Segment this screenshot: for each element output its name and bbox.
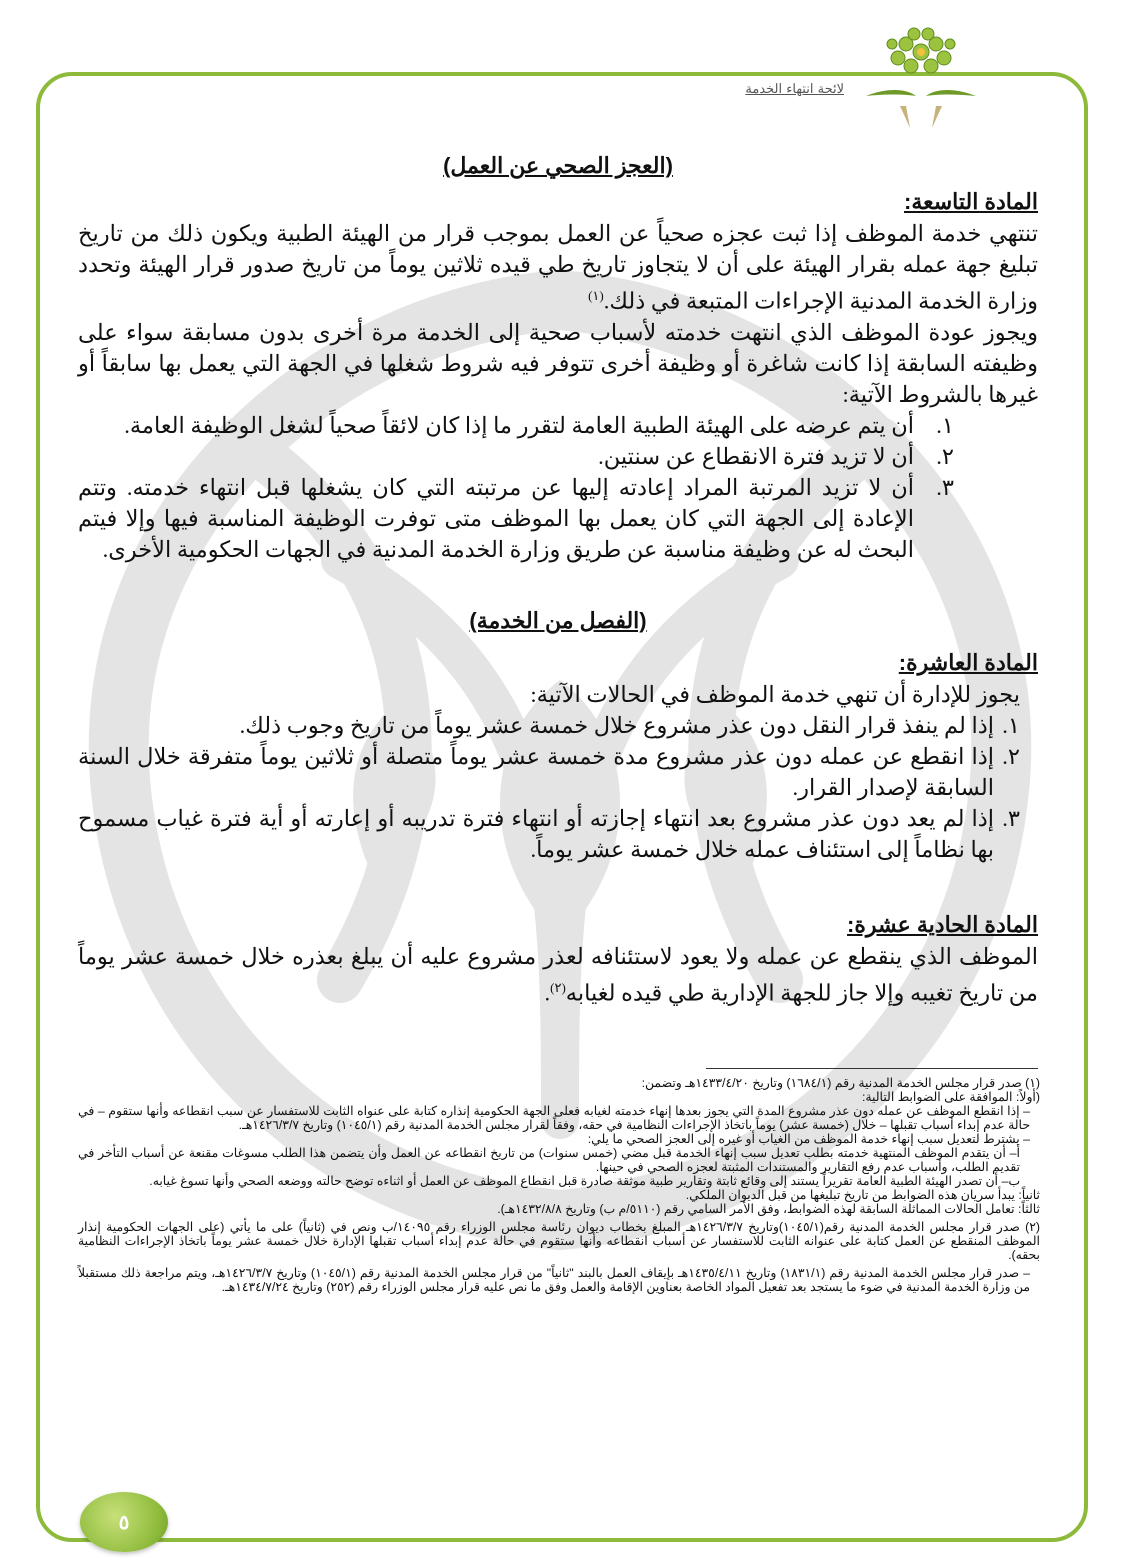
footnote-1-line: (أولاً: الموافقة على الضوابط التالية:: [861, 1090, 1040, 1104]
list-item: [78, 803, 1020, 865]
page-number: ٥: [118, 1511, 130, 1534]
item-text: إذا لم ينفذ قرار النقل دون عذر مشروع خلال خمسة عشر يوماً من تاريخ وجوب ذلك.: [239, 712, 994, 738]
footnote-1-line: – يشترط لتعديل سبب إنهاء خدمة الموظف من الغياب أو غيره إلى العجز الصحي ما يلي:: [587, 1132, 1030, 1146]
item-text: أن لا تزيد فترة الانقطاع عن سنتين.: [598, 443, 914, 469]
item-number: ١.: [1002, 712, 1020, 738]
section-title-dismissal: (الفصل من الخدمة): [469, 607, 647, 633]
article-9-paragraph-2: ويجوز عودة الموظف الذي انتهت خدمته لأسباب صحية إلى الخدمة مرة أخرى بدون مسابقة سواء على وظيفته السابقة إذا كانت شاغرة أو وظيفة أخرى تتوفر فيه شروط شغلها في الجهة التي يعمل بها سابقاً أو غيرها بالشروط الآتية:: [78, 319, 1038, 407]
article-9-paragraph-1: [78, 218, 1038, 317]
footnote-1-line: ثانياً: يبدأ سريان هذه الضوابط من تاريخ تبليغها من قبل الديوان الملكي.: [685, 1188, 1040, 1202]
article-11-paragraph: [78, 941, 1038, 1009]
article-10-intro: يجوز للإدارة أن تنهي خدمة الموظف في الحالات الآتية:: [530, 681, 1020, 707]
item-number: ٢.: [1002, 743, 1020, 769]
footnote-1: (١) صدر قرار مجلس الخدمة المدنية رقم (١٦٨٤/١) وتاريخ ١٤٣٣/٤/٢٠هـ وتضمن:: [641, 1076, 1040, 1090]
footnote-2-line: – صدر قرار مجلس الخدمة المدنية رقم (١٨٣١/١) وتاريخ ١٤٣٥/٤/١١هـ بإيقاف العمل بالبند "ثانياً" من قرار مجلس الخدمة المدنية رقم (١٠٤٥/١) وتاريخ ١٤٢٦/٣/٧هـ، ويتم مراجعة ذلك مستقبلاً من وزارة الخدمة المدنية في ضوء ما يستجد بعد تفعيل المواد الخاصة بعناوين الإقامة والعمل وفق ما نص عليه قرار مجلس الوزراء رقم (٢٥٢) وتاريخ ١٤٣٤/٧/٢٤هـ.: [78, 1266, 1030, 1294]
page-number-badge: [80, 1492, 168, 1552]
item-text: إذا لم يعد دون عذر مشروع بعد انتهاء إجازته أو انتهاء فترة تدريبه أو إعارته أو أية فترة غياب مسموح بها نظاماً إلى استئناف عمله خلال خمسة عشر يوماً.: [78, 805, 994, 862]
footnote-ref-1[interactable]: (١): [588, 288, 604, 303]
footnote-ref-2[interactable]: (٢): [550, 979, 566, 995]
footnote-1-line: – إذا انقطع الموظف عن عمله دون عذر مشروع المدة التي يجوز بعدها إنهاء خدمته لغيابه فعلى الجهة الحكومية إنذاره كتابة على عنواه الثابت للاستفسار عن سبب انقطاعه وأنها ستقوم – في حالة عدم إبداء أسباب تقبلها – خلال (خمسة عشر) يوماً باتخاذ الإجراءات النظامية في حقه، وفقاً لقرار مجلس الخدمة المدنية رقم (١٠٤٥/١) وتاريخ ١٤٢٦/٣/٧هـ.: [78, 1104, 1030, 1132]
item-number: ١.: [936, 412, 954, 438]
list-item: [78, 410, 954, 441]
footnote-separator: [706, 1068, 1038, 1069]
list-item: [78, 710, 1020, 741]
footnote-2: (٢) صدر قرار مجلس الخدمة المدنية رقم(١٠٤٥/١)وتاريخ ١٤٢٦/٣/٧هـ المبلغ بخطاب ديوان رئاسة مجلس الوزراء رقم ١٤٠٩٥/ب ونص في (ثانياً) على ما يأتي (على الجهات الحكومية إنذار الموظف المنقطع عن العمل كتابة على عنوانه الثابت للاستفسار عن أسباب انقطاعه وأنها ستقوم في حالة عدم إبداء أسباب تقبلها الإدارة خلال خمسة عشر يوماً باتخاذ الإجراءات النظامية بحقه).: [78, 1220, 1041, 1262]
main-content: [78, 150, 1038, 1008]
article-9-p1-text: تنتهي خدمة الموظف إذا ثبت عجزه صحياً عن العمل بموجب قرار من الهيئة الطبية ويكون ذلك من تاريخ تبليغ جهة عمله بقرار الهيئة على أن لا يتجاوز تاريخ طي قيده ثلاثين يوماً من تاريخ صدور قرار الهيئة وتحدد وزارة الخدمة المدنية الإجراءات المتبعة في ذلك.: [78, 221, 1038, 314]
footnote-1-line: أ– أن يتقدم الموظف المنتهية خدمته بطلب تعديل سبب إنهاء الخدمة قبل مضي (خمس سنوات) من تاريخ انقطاعه عن العمل وأن يتضمن هذا الطلب مسوغات مقنعة عن أسباب التأخر في تقديم الطلب، وأسباب عدم رفع التقارير والمستندات المثبتة لعجزه الصحي في حينها.: [78, 1146, 1020, 1174]
list-item: [78, 441, 954, 472]
emblem-logo: [856, 14, 986, 134]
item-text: إذا انقطع عن عمله دون عذر مشروع مدة خمسة عشر يوماً متصلة أو ثلاثين يوماً متفرقة خلال السنة السابقة لإصدار القرار.: [78, 743, 994, 800]
section-title-disability: (العجز الصحي عن العمل): [443, 153, 673, 178]
article-9-conditions-list: [78, 410, 1038, 565]
item-number: ٣.: [1002, 805, 1020, 831]
footnote-1-line: ثالثاً: تعامل الحالات المماثلة السابقة لهذه الضوابط، وفق الأمر السامي رقم (٥١١٠/م ب) وتاريخ ١٤٣٢/٨/٨هـ).: [497, 1202, 1040, 1216]
item-text: أن لا تزيد المرتبة المراد إعادته إليها عن مرتبته التي كان يشغلها قبل انتهاء خدمته. وتتم الإعادة إلى الجهة التي كان يعمل بها الموظف متى توفرت الوظيفة المناسبة فيها وإلا فيتم البحث له عن وظيفة مناسبة عن طريق وزارة الخدمة المدنية في الجهات الحكومية الأخرى.: [78, 474, 914, 562]
article-10-title: المادة العاشرة:: [898, 649, 1038, 675]
footnotes: [78, 1076, 1040, 1294]
item-number: ٢.: [936, 443, 954, 469]
article-11-end: .: [544, 980, 551, 1005]
list-item: [78, 472, 954, 565]
item-text: أن يتم عرضه على الهيئة الطبية العامة لتقرر ما إذا كان لائقاً صحياً لشغل الوظيفة العامة.: [124, 412, 914, 438]
list-item: [78, 741, 1020, 803]
article-11-text: الموظف الذي ينقطع عن عمله ولا يعود لاستئنافه لعذر مشروع عليه أن يبلغ بعذره خلال خمسة عشر يوماً من تاريخ تغيبه وإلا جاز للجهة الإدارية طي قيده لغيابه: [78, 943, 1038, 1005]
article-10-cases-list: [78, 710, 1020, 865]
header-title: لائحة انتهاء الخدمة: [745, 82, 844, 97]
article-9-title: المادة التاسعة:: [904, 189, 1038, 214]
footnote-1-line: ب– أن تصدر الهيئة الطبية العامة تقريراً يستند إلى وقائع ثابتة وتقارير طبية موثقة صادرة قبل انقطاع الموظف عن العمل أو اثناءه توضح حالته ووضعه الصحي وأنها تسوغ غيابه.: [149, 1174, 1020, 1188]
article-11-title: المادة الحادية عشرة:: [847, 911, 1038, 937]
item-number: ٣.: [936, 474, 954, 500]
